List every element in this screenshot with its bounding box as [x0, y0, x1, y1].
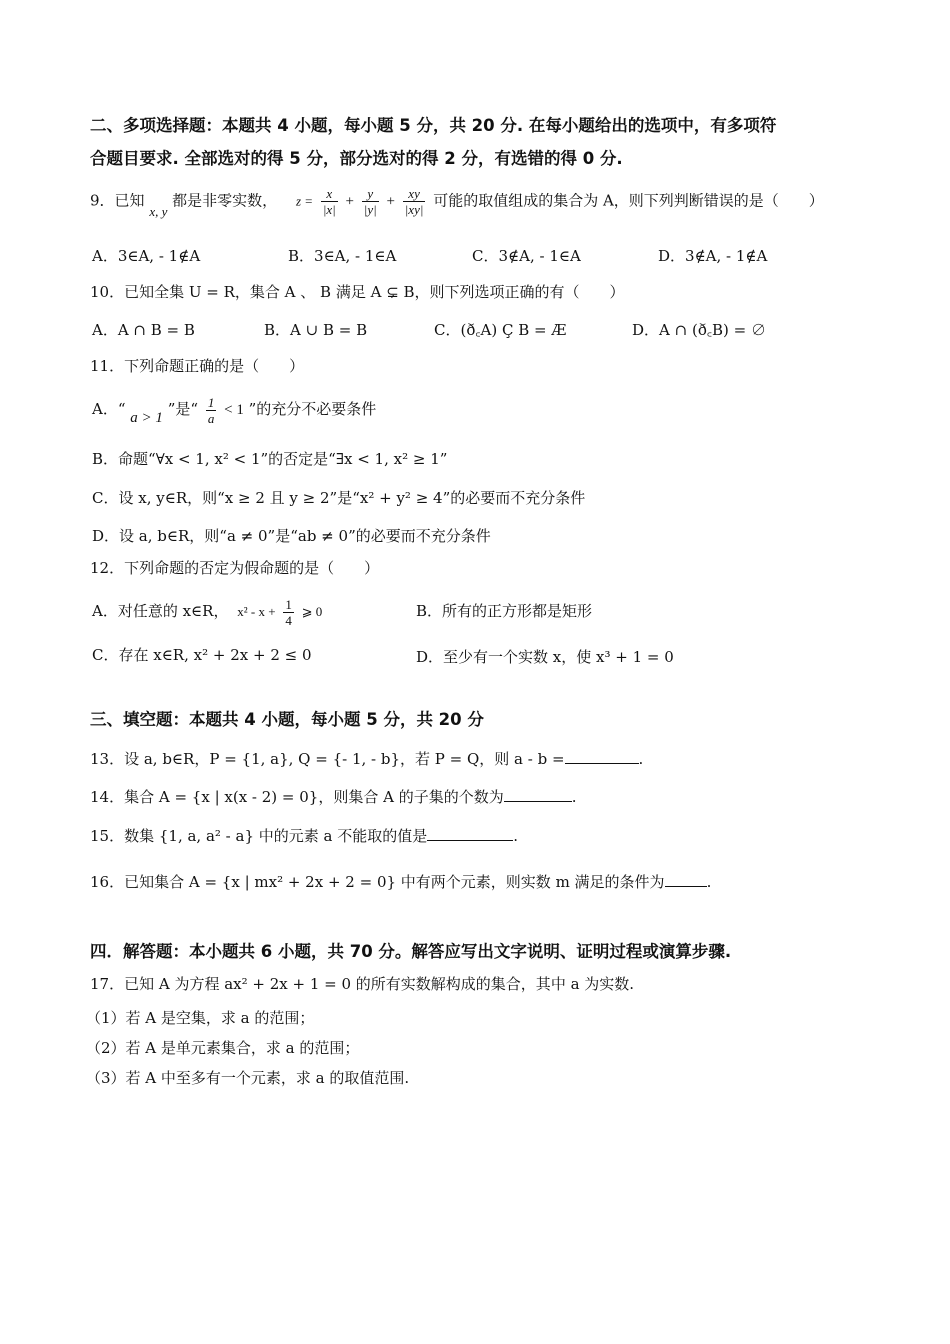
section-2-heading-line2: 合题目要求. 全部选对的得 5 分，部分选对的得 2 分，有选错的得 0 分.	[90, 149, 623, 168]
q9-plus1: +	[345, 193, 354, 210]
q12-a-expr: x² - x +	[237, 604, 276, 619]
q15-text: 15．数集 {1, a, a² - a} 中的元素 a 不能取的值是	[90, 827, 428, 845]
q11-a-pre: A．“	[92, 400, 126, 418]
q13-text: 13．设 a, b∈R，P = {1, a}, Q = {- 1, - b}，若 P = Q，则 a - b =	[90, 750, 565, 768]
q12-option-d[interactable]: D．至少有一个实数 x，使 x³ + 1 = 0	[416, 648, 674, 666]
q12-option-a[interactable]	[92, 590, 322, 632]
q17-part-3: （3）若 A 中至多有一个元素，求 a 的取值范围.	[86, 1069, 410, 1087]
q9-plus2: +	[386, 193, 395, 210]
q9-option-a[interactable]: A．3∈A, - 1∉A	[92, 247, 201, 265]
q16-end: .	[706, 873, 712, 891]
question-14	[90, 787, 577, 807]
q9-option-d[interactable]: D．3∉A, - 1∉A	[658, 247, 768, 265]
q16-answer-blank[interactable]	[665, 872, 707, 887]
q9-frac1: $\frac{x}{|x|}$	[322, 186, 336, 217]
q9-option-c[interactable]: C．3∉A, - 1∈A	[472, 247, 581, 265]
q13-answer-blank[interactable]	[565, 749, 639, 764]
section-4-heading: 四．解答题：本小题共 6 小题，共 70 分。解答应写出文字说明、证明过程或演算步骤.	[90, 942, 732, 961]
q12-a-pre: A．对任意的 x∈R，	[92, 602, 229, 620]
q12-option-c[interactable]: C．存在 x∈R, x² + 2x + 2 ≤ 0	[92, 646, 312, 664]
q17-part-2: （2）若 A 是单元素集合，求 a 的范围；	[86, 1039, 360, 1057]
question-11-stem: 11．下列命题正确的是（ ）	[90, 357, 305, 375]
q11-a-mid: ”是“	[167, 400, 199, 418]
q14-answer-blank[interactable]	[504, 787, 572, 802]
q11-a-lt: < 1	[224, 402, 244, 418]
q10-option-c[interactable]: C．(ð꜀A) Ç B = Æ	[434, 321, 567, 339]
q17-part-1: （1）若 A 是空集，求 a 的范围；	[86, 1009, 315, 1027]
q9-vars: x, y	[149, 203, 168, 219]
q11-option-c[interactable]: C．设 x, y∈R，则“x ≥ 2 且 y ≥ 2”是“x² + y² ≥ 4”的必要而不充分条件	[92, 489, 586, 507]
question-9-stem	[90, 186, 824, 230]
q9-option-b[interactable]: B．3∈A, - 1∈A	[288, 247, 397, 265]
q9-text2: 可能的取值组成的集合为 A，则下列判断错误的是（ ）	[433, 191, 824, 210]
q9-text1: 都是非零实数，	[172, 191, 278, 210]
q10-option-a[interactable]: A．A ∩ B = B	[92, 321, 195, 339]
q9-frac2: $\frac{y}{|y|}$	[363, 186, 377, 217]
question-10-stem: 10．已知全集 U = R，集合 A 、 B 满足 A ⊊ B，则下列选项正确的有（ ）	[90, 283, 625, 301]
q10-option-d[interactable]: D．A ∩ (ð꜀B) = ∅	[632, 321, 767, 339]
q11-a-fraction: $\frac{1}{a}$	[207, 394, 215, 426]
question-15	[90, 826, 518, 846]
q11-option-d[interactable]: D．设 a, b∈R，则“a ≠ 0”是“ab ≠ 0”的必要而不充分条件	[92, 527, 491, 545]
q16-text: 16．已知集合 A = {x | mx² + 2x + 2 = 0} 中有两个元素，则实数 m 满足的条件为	[90, 873, 665, 891]
section-3-heading: 三、填空题：本题共 4 小题，每小题 5 分，共 20 分	[90, 710, 484, 729]
q14-end: .	[571, 788, 577, 806]
q9-number: 9．已知	[90, 191, 145, 210]
question-17-stem: 17．已知 A 为方程 ax² + 2x + 1 = 0 的所有实数解构成的集合，其中 a 为实数.	[90, 975, 635, 993]
question-13	[90, 749, 643, 769]
q9-expression	[296, 186, 428, 217]
question-12-stem: 12．下列命题的否定为假命题的是（ ）	[90, 559, 380, 577]
q11-a-cond1: a > 1	[130, 410, 163, 426]
q11-option-b[interactable]: B．命题“∀x < 1, x² < 1”的否定是“∃x < 1, x² ≥ 1”	[92, 450, 448, 468]
q12-a-fraction: $\frac{1}{4}$	[285, 596, 292, 628]
q15-end: .	[513, 827, 519, 845]
q14-text: 14．集合 A = {x | x(x - 2) = 0}，则集合 A 的子集的个数为	[90, 788, 504, 806]
q11-a-post: ”的充分不必要条件	[248, 400, 377, 418]
q12-a-ge: ⩾ 0	[301, 604, 323, 619]
q11-option-a[interactable]	[92, 388, 376, 430]
q9-z: z =	[295, 193, 314, 209]
q13-end: .	[638, 750, 644, 768]
section-2-heading-line1: 二、多项选择题：本题共 4 小题，每小题 5 分，共 20 分. 在每小题给出的选项中，有多项符	[90, 116, 777, 135]
q9-frac3: $\frac{xy}{|xy|}$	[404, 186, 424, 217]
q15-answer-blank[interactable]	[427, 826, 513, 841]
q10-option-b[interactable]: B．A ∪ B = B	[264, 321, 368, 339]
question-16	[90, 872, 711, 892]
q12-option-b[interactable]: B．所有的正方形都是矩形	[416, 602, 593, 620]
